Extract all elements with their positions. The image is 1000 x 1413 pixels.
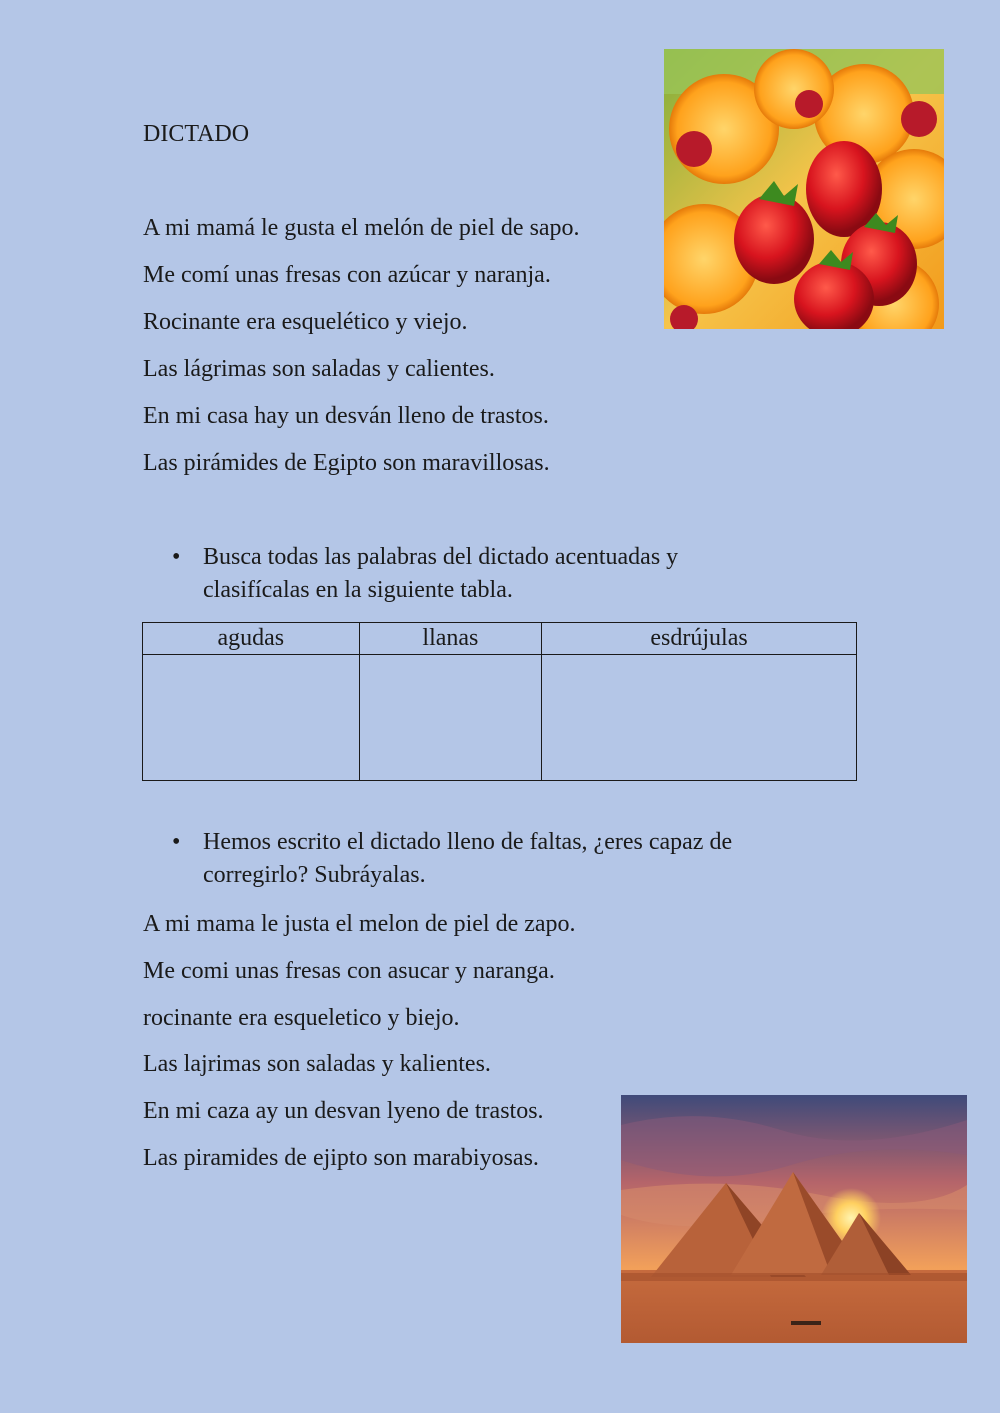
error-line-5: En mi caza ay un desvan lyeno de trastos. — [143, 1098, 544, 1124]
error-line-2: Me comi unas fresas con asucar y naranga. — [143, 958, 555, 984]
cell-llanas[interactable] — [359, 655, 541, 781]
error-line-4: Las lajrimas son saladas y kalientes. — [143, 1051, 491, 1077]
strawberries-oranges-image — [664, 49, 944, 329]
header-agudas: agudas — [143, 623, 360, 655]
cell-esdrujulas[interactable] — [542, 655, 857, 781]
page-title: DICTADO — [143, 121, 250, 147]
task-1-line-2: clasifícalas en la siguiente tabla. — [203, 577, 513, 603]
error-line-1: A mi mama le justa el melon de piel de zapo. — [143, 911, 576, 937]
classification-table — [142, 622, 857, 781]
header-llanas: llanas — [359, 623, 541, 655]
pyramids-photo — [621, 1095, 967, 1343]
task-2-instruction — [172, 826, 852, 892]
task-1-instruction — [172, 541, 812, 607]
task-2-line-2: corregirlo? Subráyalas. — [203, 862, 426, 888]
error-line-6: Las piramides de ejipto son marabiyosas. — [143, 1145, 539, 1171]
bullet-1: • — [172, 544, 181, 570]
cell-agudas[interactable] — [143, 655, 360, 781]
bullet-2: • — [172, 829, 181, 855]
header-esdrujulas: esdrújulas — [542, 623, 857, 655]
dictation-line-5: En mi casa hay un desván lleno de trastos. — [143, 403, 549, 429]
task-2-line-1: Hemos escrito el dictado lleno de faltas, ¿eres capaz de — [203, 829, 733, 855]
dictation-line-4: Las lágrimas son saladas y calientes. — [143, 356, 495, 382]
fruit-photo — [664, 49, 944, 329]
dictation-line-6: Las pirámides de Egipto son maravillosas. — [143, 450, 550, 476]
task-1-line-1: Busca todas las palabras del dictado acentuadas y — [203, 544, 679, 570]
dictation-line-2: Me comí unas fresas con azúcar y naranja. — [143, 262, 551, 288]
dictation-line-3: Rocinante era esquelético y viejo. — [143, 309, 468, 335]
error-line-3: rocinante era esqueletico y biejo. — [143, 1005, 460, 1031]
pyramids-image — [621, 1095, 967, 1343]
dictation-line-1: A mi mamá le gusta el melón de piel de sapo. — [143, 215, 580, 241]
